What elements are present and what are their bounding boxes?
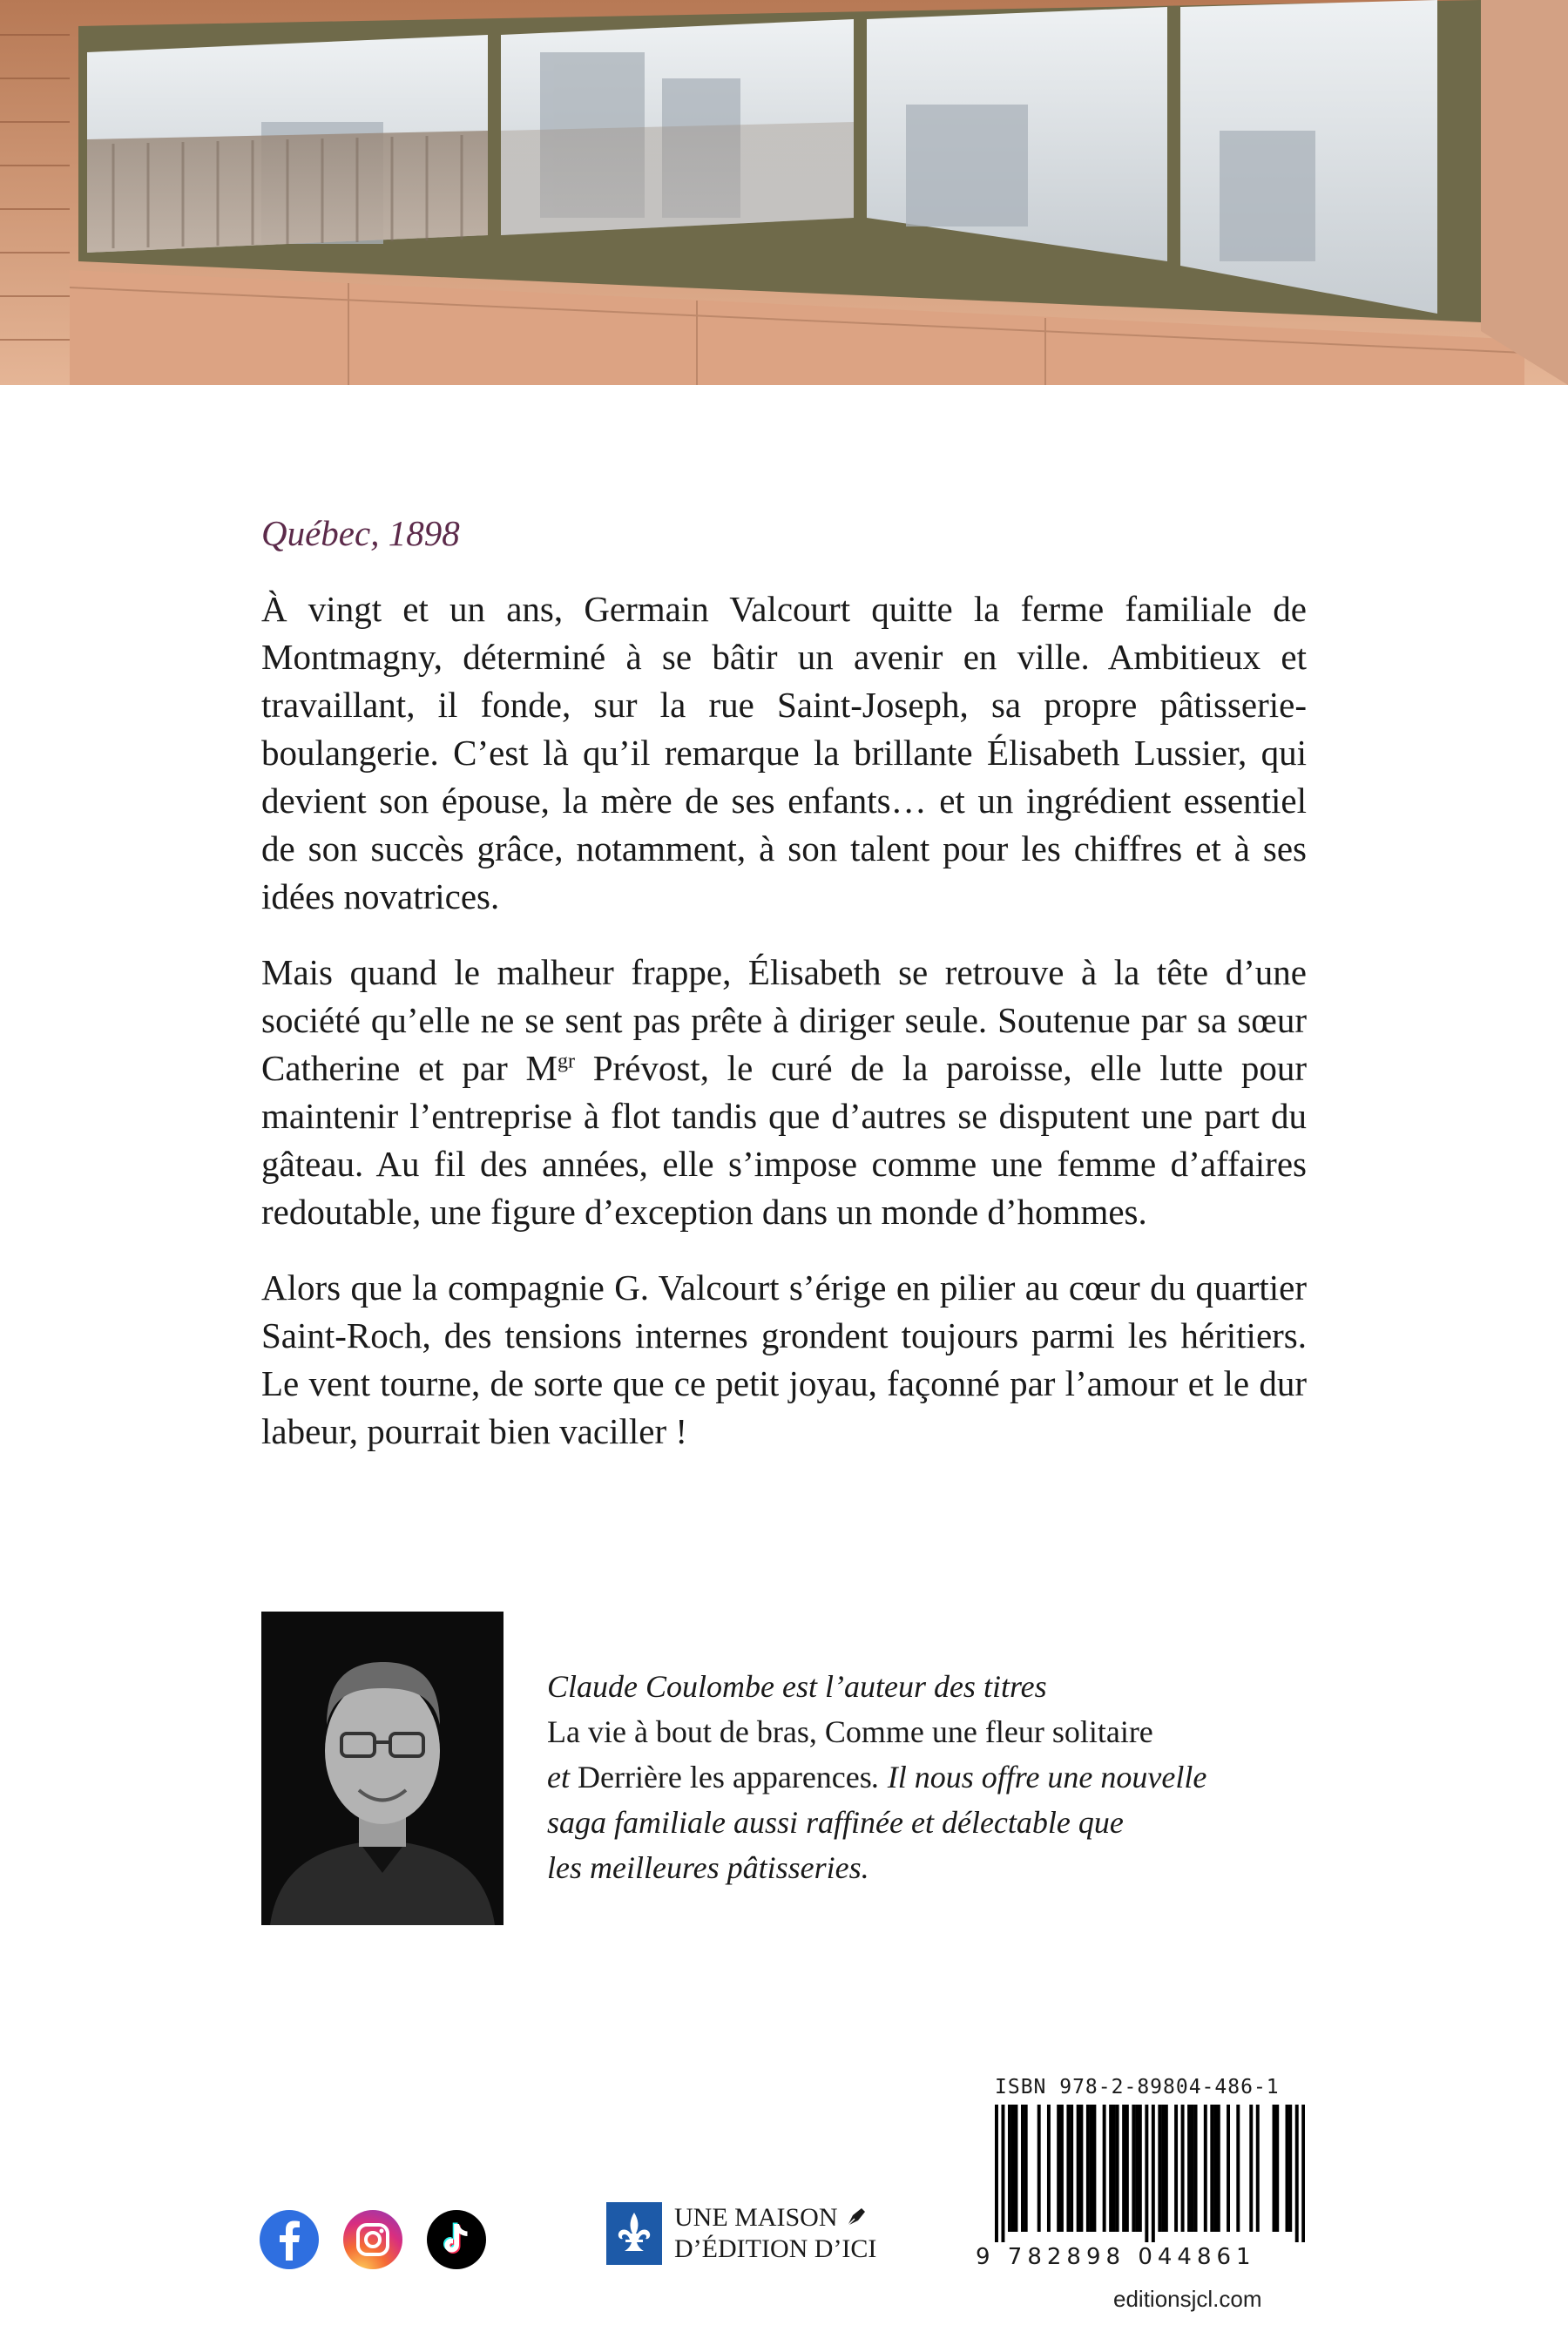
barcode-bar [1275,2105,1279,2232]
author-bio-line-3 [547,1754,1331,1800]
social-links [260,2210,486,2271]
barcode-bar [1301,2105,1305,2242]
barcode-bar [1227,2105,1230,2232]
barcode-bar [1112,2105,1116,2232]
barcode-digits: 9 782898 044861 [976,2244,1256,2270]
barcode-bar [1008,2105,1011,2232]
barcode-bar [1152,2105,1155,2242]
barcode-bar [1165,2105,1168,2232]
facebook-glyph [260,2210,319,2269]
barcode-bar [1070,2105,1073,2232]
barcode-bar [1210,2105,1213,2232]
author-bio-line-1: Claude Coulombe est l’auteur des titres [547,1669,1047,1704]
facebook-icon[interactable] [260,2210,319,2269]
barcode-bar [1256,2105,1260,2232]
fleur-de-lis-icon [606,2202,662,2265]
barcode-bar [1109,2105,1112,2232]
storefront-window-illustration [0,0,1568,385]
barcode-bar [1135,2105,1139,2232]
barcode-bar [1011,2105,1015,2232]
publisher-logo [606,2202,876,2265]
barcode-bar [1122,2105,1125,2232]
barcode-bar [1047,2105,1051,2232]
publisher-website-link[interactable]: editionsjcl.com [1113,2286,1262,2312]
barcode-bar [1286,2105,1289,2232]
author-bio-line-5: les meilleures pâtisseries. [547,1850,869,1885]
summary-paragraph-3: Alors que la compagnie G. Valcourt s’érige en pilier au cœur du quartier Saint-Roch, des tensions internes grondent toujours parmi les héritiers. Le vent tourne, de sorte que ce petit joyau, façonné par l’amour et le dur labeur, pourrait bien vaciller ! [261,1267,1307,1451]
publisher-line-1-text: UNE MAISON [674,2203,838,2232]
cover-illustration [0,0,1568,385]
author-portrait-image [261,1612,504,1925]
barcode-bar [1001,2105,1004,2242]
place-date-subtitle: Québec, 1898 [261,513,460,553]
barcode-bar [1139,2105,1142,2232]
summary-paragraph-2-end: Prévost, le curé de la paroisse, elle lutte pour maintenir l’entreprise à flot tandis que d’autres se disputent une part du gâteau. Au fil des années, elle s’impose comme une femme d’affaires redoutable, une figure d’exception dans un monde d’hommes. [261,1048,1307,1232]
barcode-bar [1181,2105,1185,2232]
barcode-bar [1158,2105,1161,2232]
summary-paragraph-2-start: Mais quand le malheur frappe, Élisabeth se retrouve à la tête d’une société qu’elle ne se sent pas prête à diriger seule. Soutenue par sa sœur Catherine et par M [261,952,1307,1088]
tiktok-icon[interactable] [427,2210,486,2269]
barcode-bar [1194,2105,1198,2232]
barcode-bar [1090,2105,1093,2232]
tiktok-glyph [427,2210,486,2269]
book-summary [261,585,1307,1484]
isbn-label: ISBN 978-2-89804-486-1 [995,2076,1280,2099]
barcode-bar [1273,2105,1276,2232]
barcode-bar [1213,2105,1217,2232]
author-bio-line-3-end: . Il nous offre une nouvelle [871,1760,1207,1794]
barcode-bar [1060,2105,1064,2232]
summary-paragraph-1: À vingt et un ans, Germain Valcourt quitte la ferme familiale de Montmagny, déterminé à se bâtir un avenir en ville. Ambitieux et travaillant, il fonde, sur la rue Saint-Joseph, sa propre pâtisserie-boulangerie. C’est là qu’il remarque la brillante Élisabeth Lussier, qui devient son épouse, la mère de ses enfants… et un ingrédient essentiel de son succès grâce, notamment, à son talent pour les chiffres et à ses idées novatrices. [261,589,1307,916]
barcode-bar [1116,2105,1119,2232]
barcode-bar [1295,2105,1299,2242]
barcode-bar [1204,2105,1207,2232]
instagram-glyph [343,2210,402,2269]
publisher-line-2: D’ÉDITION D’ICI [674,2234,877,2263]
author-photo [261,1612,504,1925]
barcode-bar [1125,2105,1129,2232]
barcode-bar [1079,2105,1083,2232]
book-title-1: La vie à bout de bras [547,1714,809,1749]
barcode-bar [1174,2105,1178,2232]
isbn-barcode [995,2105,1305,2242]
barcode-bar [1217,2105,1220,2232]
barcode-bar [1066,2105,1070,2232]
author-bio-line-4: saga familiale aussi raffinée et délectable que [547,1805,1124,1840]
barcode-bar [995,2105,998,2242]
barcode-bar [1132,2105,1135,2232]
barcode-bar [1288,2105,1292,2232]
book-title-2: Comme une fleur solitaire [824,1714,1153,1749]
fleur-de-lis-glyph [615,2211,653,2256]
barcode-bar [1103,2105,1106,2232]
barcode-bar [1086,2105,1090,2232]
barcode-bar [1092,2105,1096,2232]
author-bio [547,1664,1331,1890]
pen-nib-icon [844,2205,868,2229]
barcode-bar [1161,2105,1165,2232]
superscript-gr: gr [557,1050,575,1073]
barcode-bar [1024,2105,1028,2232]
barcode-bar [1077,2105,1080,2232]
publisher-line-1 [674,2202,876,2234]
barcode-bar [1021,2105,1024,2232]
conjunction: et [547,1760,570,1794]
instagram-icon[interactable] [343,2210,402,2269]
barcode-bar [1191,2105,1194,2232]
barcode-bar [1057,2105,1060,2232]
barcode-bar [1236,2105,1240,2232]
barcode-bar [1249,2105,1253,2232]
summary-paragraph-2 [261,949,1307,1236]
barcode-bar [1014,2105,1017,2232]
barcode-bar [1145,2105,1148,2242]
author-bio-line-2 [547,1709,1331,1754]
barcode-bar [1037,2105,1041,2232]
barcode-bar [1187,2105,1191,2232]
separator: , [808,1714,825,1749]
book-title-3: Derrière les apparences [577,1760,872,1794]
publisher-tagline [674,2202,876,2265]
